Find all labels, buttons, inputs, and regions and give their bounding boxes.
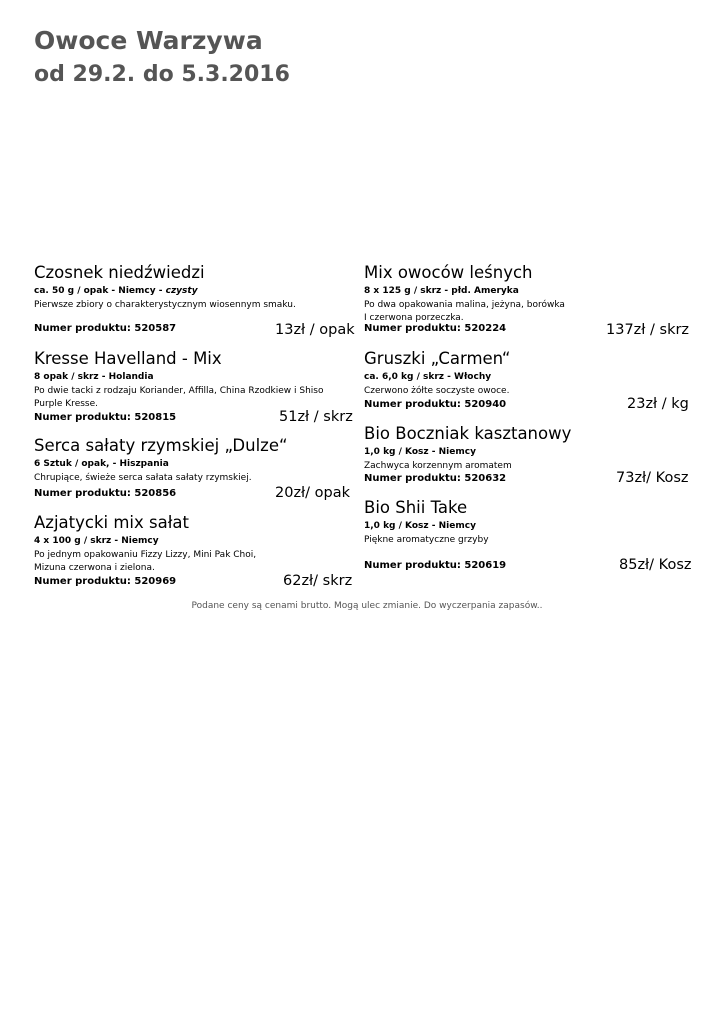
date-range: od 29.2. do 5.3.2016 — [34, 62, 290, 87]
product-price: 13zł / opak — [275, 322, 355, 338]
product-description: Czerwono żółte soczyste owoce. — [364, 386, 510, 396]
product-spec: ca. 50 g / opak - Niemcy - czysty — [34, 286, 198, 296]
product-name: Serca sałaty rzymskiej „Dulze“ — [34, 436, 288, 455]
product-spec: ca. 6,0 kg / skrz - Włochy — [364, 372, 492, 382]
product-mix-owocow — [364, 262, 690, 338]
title-block — [34, 24, 290, 92]
product-name: Bio Shii Take — [364, 498, 468, 517]
product-name: Azjatycki mix sałat — [34, 513, 189, 532]
price-disclaimer: Podane ceny są cenami brutto. Mogą ulec zmianie. Do wyczerpania zapasów.. — [191, 601, 543, 611]
product-spec: 6 Sztuk / opak, - Hiszpania — [34, 459, 169, 469]
product-price: 85zł/ Kosz — [619, 557, 692, 573]
product-number: Numer produktu: 520856 — [34, 488, 177, 499]
product-price: 73zł/ Kosz — [616, 470, 689, 486]
product-shii-take — [364, 497, 692, 573]
product-czosnek — [34, 262, 355, 338]
product-price: 51zł / skrz — [279, 409, 353, 425]
product-spec: 8 x 125 g / skrz - płd. Ameryka — [364, 286, 519, 296]
product-description: Zachwyca korzennym aromatem — [364, 461, 512, 471]
product-serca — [34, 435, 351, 501]
product-name: Gruszki „Carmen“ — [364, 349, 511, 368]
product-boczniak — [364, 423, 689, 486]
product-number: Numer produktu: 520619 — [364, 560, 507, 571]
product-number: Numer produktu: 520940 — [364, 399, 507, 410]
product-number: Numer produktu: 520632 — [364, 473, 507, 484]
product-number: Numer produktu: 520815 — [34, 412, 177, 423]
product-name: Czosnek niedźwiedzi — [34, 263, 205, 282]
product-description: Piękne aromatyczne grzyby — [364, 535, 489, 545]
product-name: Bio Boczniak kasztanowy — [364, 424, 572, 443]
product-spec: 4 x 100 g / skrz - Niemcy — [34, 536, 159, 546]
product-description: Po dwie tacki z rodzaju Koriander, Affilla, China Rzodkiew i Shiso Purple Kresse. — [34, 386, 324, 409]
product-price: 23zł / kg — [627, 396, 689, 412]
product-price: 137zł / skrz — [606, 322, 690, 338]
product-gruszki — [364, 348, 689, 412]
product-price: 20zł/ opak — [275, 485, 351, 501]
product-kresse — [34, 348, 353, 425]
product-spec: 1,0 kg / Kosz - Niemcy — [364, 447, 476, 457]
product-spec-note: czysty — [165, 286, 198, 296]
product-spec: 1,0 kg / Kosz - Niemcy — [364, 521, 476, 531]
product-name: Kresse Havelland - Mix — [34, 349, 222, 368]
product-description: Pierwsze zbiory o charakterystycznym wiosennym smaku. — [34, 300, 296, 310]
product-price: 62zł/ skrz — [283, 573, 353, 589]
product-description: Chrupiące, świeże serca sałata sałaty rzymskiej. — [34, 473, 252, 483]
product-name: Mix owoców leśnych — [364, 263, 533, 282]
product-number: Numer produktu: 520587 — [34, 323, 177, 334]
product-azjatycki — [34, 512, 353, 589]
product-number: Numer produktu: 520969 — [34, 576, 177, 587]
product-description: Po dwa opakowania malina, jeżyna, borówka I czerwona porzeczka. — [364, 300, 565, 323]
page-title: Owoce Warzywa — [34, 26, 263, 55]
product-description: Po jednym opakowaniu Fizzy Lizzy, Mini Pak Choi, Mizuna czerwona i zielona. — [34, 550, 257, 573]
product-spec: 8 opak / skrz - Holandia — [34, 372, 154, 382]
product-number: Numer produktu: 520224 — [364, 323, 507, 334]
